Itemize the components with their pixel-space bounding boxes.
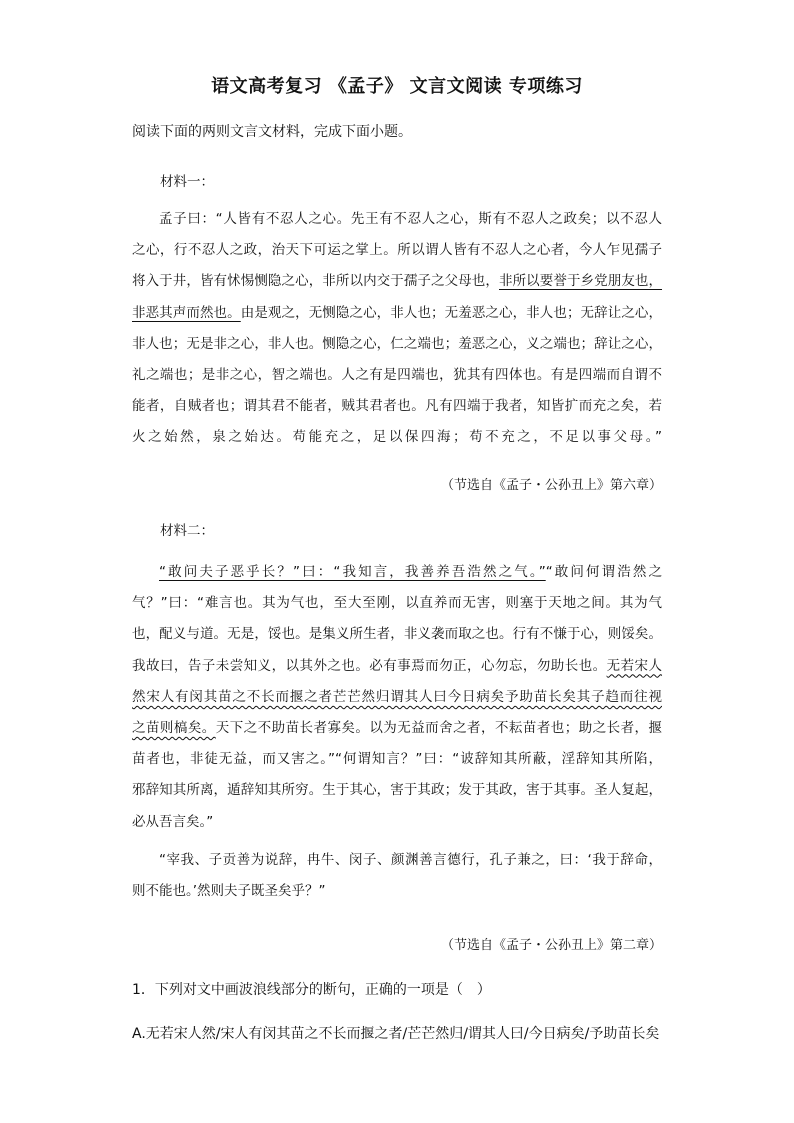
text-line: 能者，自贼者也；谓其君不能者，贼其君者也。凡有四端于我者，知皆扩而充之矣，若 — [132, 398, 662, 415]
material1-text — [132, 207, 662, 488]
document-title: 语文高考复习 《孟子》 文言文阅读 专项练习 — [211, 76, 583, 97]
text-line: 之心，行不忍人之政，治天下可运之掌上。所以谓人皆有不忍人之心者，今人乍见孺子 — [132, 242, 662, 259]
text-line: 也，配义与道。无是，馁也。是集义所生者，非义袭而取之也。行有不慊于心，则馁矣。 — [132, 626, 662, 643]
text-line: 则不能也。’然则夫子既圣矣乎？” — [132, 883, 326, 900]
material1-label: 材料一： — [160, 174, 214, 190]
text-segment: 天下之不助苗长者寡矣。以为无益而舍之者，不耘苗者也；助之长者，揠 — [215, 719, 663, 736]
wavy-underlined-text: 之苗则槁矣。 — [132, 719, 216, 736]
instruction-text: 阅读下面的两则文言文材料，完成下面小题。 — [132, 124, 412, 140]
option-a[interactable]: A.无若宋人然/宋人有闵其苗之不长而揠之者/芒芒然归/谓其人曰/今日病矣/予助苗长矣 — [132, 1026, 660, 1042]
text-line: 火之始然，泉之始达。苟能充之，足以保四海；苟不充之，不足以事父母。” — [132, 429, 662, 446]
text-line: 邪辞知其所离，遁辞知其所穷。生于其心，害于其政；发于其政，害于其事。圣人复起， — [132, 782, 662, 799]
text-segment: 由是观之，无恻隐之心，非人也；无羞恶之心，非人也；无辞让之心， — [240, 304, 663, 321]
wavy-underlined-text: 无若宋人 — [606, 657, 663, 674]
text-line: 礼之端也；是非之心，智之端也。人之有是四端也，犹其有四体也。有是四端而自谓不 — [132, 366, 662, 383]
material2-text — [132, 560, 662, 841]
text-line: 必从吾言矣。” — [132, 813, 214, 830]
text-line: 非人也；无是非之心，非人也。恻隐之心，仁之端也；羞恶之心，义之端也；辞让之心， — [132, 335, 662, 352]
text-segment: 将入于井，皆有怵惕恻隐之心，非所以内交于孺子之父母也， — [132, 273, 499, 290]
text-line — [132, 716, 662, 747]
text-segment: “敢问何谓浩然之 — [545, 564, 662, 580]
text-line — [132, 654, 662, 685]
material2-label: 材料二： — [160, 523, 214, 539]
text-line: 苗者也，非徒无益，而又害之。”“何谓知言？”曰：“诐辞知其所蔽，淫辞知其所陷， — [132, 751, 662, 768]
text-line — [132, 685, 662, 716]
underlined-text: 非恶其声而然也。 — [132, 304, 241, 321]
text-line: 孟子曰：“人皆有不忍人之心。先王有不忍人之心，斯有不忍人之政矣；以不忍人 — [159, 211, 662, 227]
text-line — [132, 301, 662, 332]
text-line — [132, 560, 662, 591]
text-segment: 我故曰，告子未尝知义，以其外之也。必有事焉而勿正，心勿忘，勿助长也。 — [132, 657, 607, 674]
material2-source: （节选自《孟子・公孙丑上》第二章） — [440, 938, 662, 953]
text-line: “宰我、子贡善为说辞，冉牛、闵子、颜渊善言德行，孔子兼之，曰：‘我于辞命， — [159, 852, 662, 868]
wavy-underlined-text: 然宋人有闵其苗之不长而揠之者芒芒然归谓其人曰今日病矣予助苗长矣其子趋而往视 — [132, 688, 662, 705]
underlined-text: “敢问夫子恶乎长？”曰：“我知言，我善养吾浩然之气。” — [159, 564, 546, 580]
material2-paragraph2 — [132, 848, 662, 910]
question-stem: 1．下列对文中画波浪线部分的断句，正确的一项是（ ） — [132, 982, 491, 998]
text-line: 气？”曰：“难言也。其为气也，至大至刚，以直养而无害，则塞于天地之间。其为气 — [132, 595, 662, 612]
text-line — [132, 269, 662, 300]
underlined-text: 非所以要誉于乡党朋友也， — [499, 273, 663, 290]
material1-source: （节选自《孟子・公孙丑上》第六章） — [440, 478, 662, 493]
